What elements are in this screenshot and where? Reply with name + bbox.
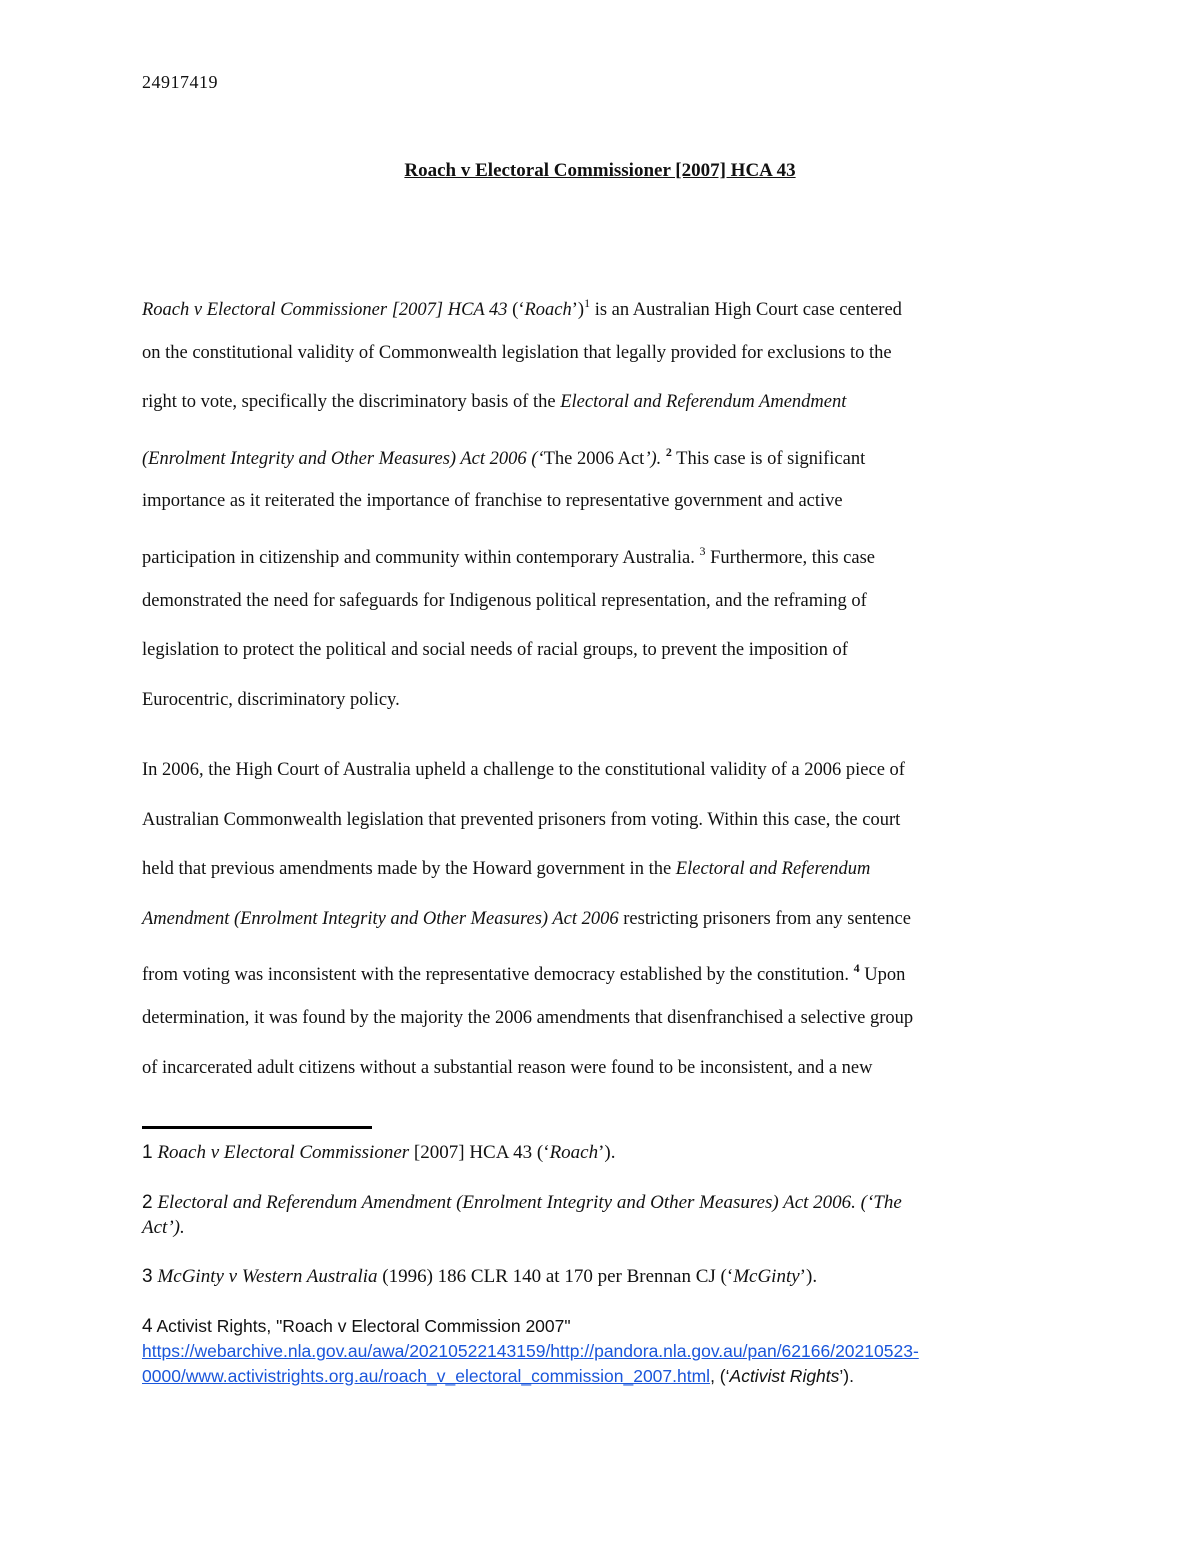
footnote-separator (142, 1126, 372, 1129)
paragraph-line: Eurocentric, discriminatory policy. (142, 689, 400, 710)
paragraph-line: Australian Commonwealth legislation that prevented prisoners from voting. Within this case, the court (142, 809, 901, 830)
paragraph-line: importance as it reiterated the importance of franchise to representative government and active (142, 491, 843, 512)
case-name: Roach v Electoral Commissioner [2007] HCA 43 (142, 300, 508, 320)
footnote-ref-2[interactable]: 2 (665, 444, 672, 459)
paragraph-line: Amendment (Enrolment Integrity and Other Measures) Act 2006 restricting prisoners from any sentence (142, 908, 911, 929)
footnote-ref-4[interactable]: 4 (853, 961, 860, 976)
paragraph-line: determination, it was found by the majority the 2006 amendments that disenfranchised a selective group (142, 1007, 914, 1028)
footnote-4: 4 Activist Rights, "Roach v Electoral Commission 2007" https://webarchive.nla.gov.au/awa/20210522143159/http://pandora.nla.gov.au/pan/62166/20210523- 0000/www.activistrights.org.au/roach_v_electoral_commission_2007.html, (‘Activist Rights’). (142, 1316, 919, 1386)
footnote-link[interactable]: 0000/www.activistrights.org.au/roach_v_electoral_commission_2007.html (142, 1366, 711, 1386)
paragraph-line: legislation to protect the political and social needs of racial groups, to prevent the imposition of (142, 640, 848, 661)
paragraph-line: from voting was inconsistent with the representative democracy established by the constitution. $^4$ Upon (142, 961, 906, 986)
paragraph-line: held that previous amendments made by the Howard government in the Electoral and Referendum (142, 859, 871, 880)
paragraph-line: In 2006, the High Court of Australia upheld a challenge to the constitutional validity of a 2006 piece of (142, 760, 905, 780)
act-name: Electoral and Referendum Amendment (560, 392, 847, 413)
footnote-ref-1[interactable]: 1 (584, 296, 591, 310)
paragraph-line: participation in citizenship and community within contemporary Australia. $^3$ Furthermore, this case (142, 543, 875, 568)
document-title: Roach v Electoral Commissioner [2007] HCA 43 (404, 160, 796, 181)
paragraph-line: Roach v Electoral Commissioner [2007] HCA 43 (‘Roach’)$^1$ is an Australian High Court case centered (142, 296, 902, 320)
paragraph-line: of incarcerated adult citizens without a substantial reason were found to be inconsistent, and a new (142, 1057, 873, 1078)
paragraph-line: right to vote, specifically the discriminatory basis of the Electoral and Referendum Amendment (142, 392, 847, 413)
footnote-3: 3 McGinty v Western Australia (1996) 186 CLR 140 at 170 per Brennan CJ (‘McGinty’). (142, 1266, 818, 1287)
paragraph-2 (142, 759, 1047, 1106)
act-name: Electoral and Referendum (675, 859, 871, 880)
paragraph-1 (142, 292, 1047, 738)
footnote-2: 2 Electoral and Referendum Amendment (Enrolment Integrity and Other Measures) Act 2006. (‘The Act’). (142, 1192, 902, 1238)
footnote-link[interactable]: https://webarchive.nla.gov.au/awa/20210522143159/http://pandora.nla.gov.au/pan/62166/20210523- (142, 1341, 919, 1361)
paragraph-line: (Enrolment Integrity and Other Measures) Act 2006 (‘The 2006 Act’). $^2$ This case is of significant (142, 444, 866, 469)
footnote-ref-3[interactable]: 3 (699, 543, 706, 558)
student-id: 24917419 (142, 72, 218, 92)
paragraph-line: demonstrated the need for safeguards for Indigenous political representation, and the reframing of (142, 590, 867, 611)
footnote-1: 1 Roach v Electoral Commissioner [2007] HCA 43 (‘Roach’). (142, 1142, 616, 1163)
paragraph-line: on the constitutional validity of Commonwealth legislation that legally provided for exclusions to the (142, 342, 892, 363)
